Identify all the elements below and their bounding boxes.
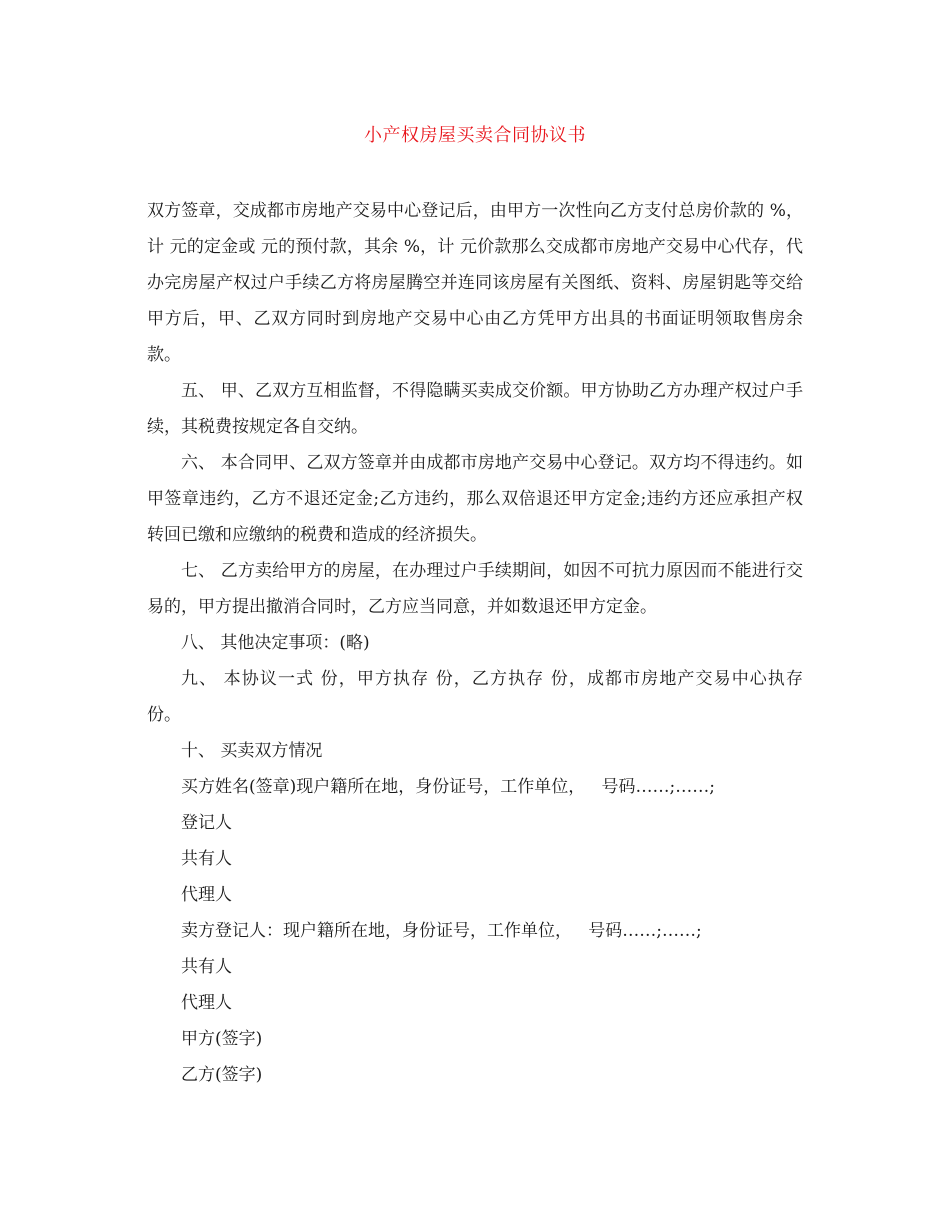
buyer-registrant-label: 登记人 xyxy=(181,813,232,833)
seller-co-owner-label: 共有人 xyxy=(181,957,232,977)
buyer-co-owner-label: 共有人 xyxy=(181,849,232,869)
party-a-signature-label: 甲方(签字) xyxy=(181,1029,263,1049)
paragraph-clause-9: 九、 本协议一式 份，甲方执存 份，乙方执存 份，成都市房地产交易中心执存 份。 xyxy=(147,669,803,725)
paragraph-payment-terms: 双方签章，交成都市房地产交易中心登记后，由甲方一次性向乙方支付总房价款的 %，计 元的定金或 元的预付款，其余 %，计 元价款那么交成都市房地产交易中心代存，代办完房屋产权过户手续乙方将房屋腾空并连同该房屋有关图纸、资料、房屋钥匙等交给甲方后，甲、乙双方同时到房地产交易中心由乙方凭甲方出具的书面证明领取售房余款。 xyxy=(147,201,803,365)
buyer-agent-label: 代理人 xyxy=(181,885,232,905)
paragraph-clause-6: 六、 本合同甲、乙双方签章并由成都市房地产交易中心登记。双方均不得违约。如甲签章违约，乙方不退还定金;乙方违约，那么双倍退还甲方定金;违约方还应承担产权转回已缴和应缴纳的税费和造成的经济损失。 xyxy=(147,453,803,545)
document-body xyxy=(147,193,803,1093)
party-b-signature-label: 乙方(签字) xyxy=(181,1065,263,1085)
paragraph-clause-8: 八、 其他决定事项：(略) xyxy=(181,633,370,653)
paragraph-clause-10: 十、 买卖双方情况 xyxy=(181,741,323,761)
document-title: 小产权房屋买卖合同协议书 xyxy=(364,125,586,146)
seller-agent-label: 代理人 xyxy=(181,993,232,1013)
seller-info-line: 卖方登记人：现户籍所在地，身份证号，工作单位， 号码……;……; xyxy=(181,921,702,941)
paragraph-clause-5: 五、 甲、乙双方互相监督，不得隐瞒买卖成交价额。甲方协助乙方办理产权过户手续，其税费按规定各自交纳。 xyxy=(147,381,803,437)
paragraph-clause-7: 七、 乙方卖给甲方的房屋，在办理过户手续期间，如因不可抗力原因而不能进行交易的，甲方提出撤消合同时，乙方应当同意，并如数退还甲方定金。 xyxy=(147,561,803,617)
buyer-info-line: 买方姓名(签章)现户籍所在地，身份证号，工作单位， 号码……;……; xyxy=(181,777,715,797)
